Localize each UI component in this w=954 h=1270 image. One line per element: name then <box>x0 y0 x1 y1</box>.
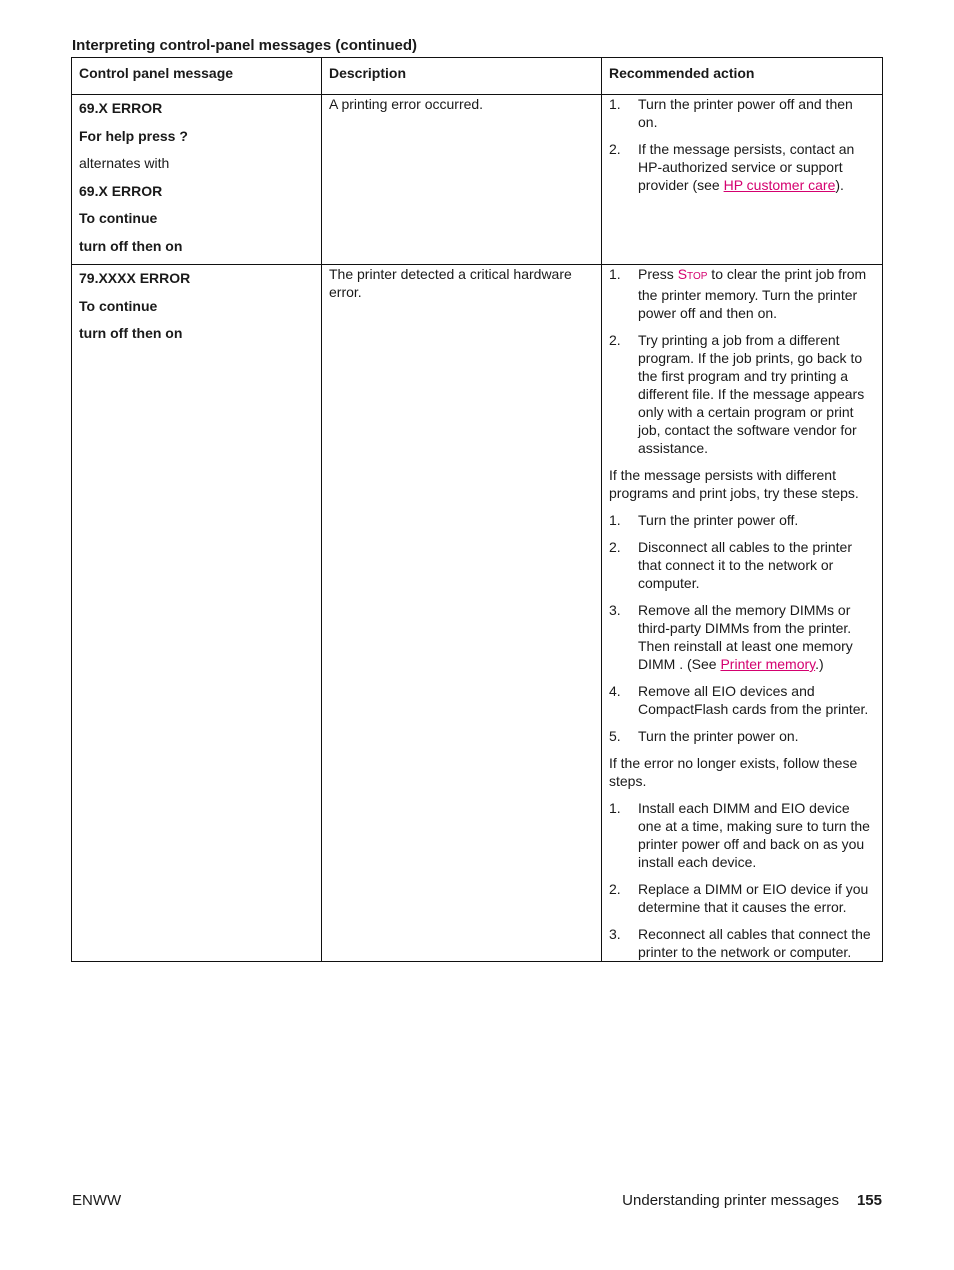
message-line: turn off then on <box>79 237 183 254</box>
action-steps <box>609 265 876 457</box>
description-cell <box>322 265 602 962</box>
message-line: To continue <box>79 210 158 226</box>
step-number: 4. <box>609 683 621 699</box>
table-row <box>72 265 883 962</box>
list-item <box>609 538 876 592</box>
action-steps <box>609 95 876 194</box>
message-line: turn off then on <box>79 325 183 341</box>
step-text: Remove all EIO devices and CompactFlash cards from the printer. <box>638 683 869 717</box>
step-text: Remove all the memory DIMMs or third-party DIMMs from the printer. Then reinstall at least one memory DIMM . (See <box>638 602 853 672</box>
list-item <box>609 880 876 916</box>
list-item <box>609 799 876 871</box>
message-line: For help press ? <box>79 127 188 144</box>
description-text: The printer detected a critical hardware error. <box>329 266 572 300</box>
step-text: Try printing a job from a different program. If the job prints, go back to the first program and try printing a different file. If the message appears only with a certain program or print job, contact the software vendor for assistance. <box>638 332 865 456</box>
action-steps <box>609 799 876 961</box>
message-line: To continue <box>79 297 158 314</box>
description-cell <box>322 95 602 265</box>
footer-enww: ENWW <box>72 1192 122 1209</box>
message-cell <box>72 95 322 265</box>
step-text: Disconnect all cables to the printer that connect it to the network or computer. <box>638 539 852 591</box>
list-item <box>609 265 876 322</box>
step-text: Turn the printer power on. <box>638 728 799 744</box>
list-item <box>609 601 876 673</box>
list-item <box>609 95 876 131</box>
page-number: 155 <box>856 1192 882 1209</box>
list-item <box>609 140 876 194</box>
list-item <box>609 331 876 457</box>
step-number: 3. <box>609 602 621 618</box>
message-cell <box>72 265 322 962</box>
step-text: Replace a DIMM or EIO device if you determine that it causes the error. <box>638 881 869 915</box>
step-text: Reconnect all cables that connect the printer to the network or computer. <box>638 926 871 960</box>
list-item <box>609 511 876 529</box>
step-number: 1. <box>609 96 621 112</box>
footer-section-page <box>622 1192 882 1209</box>
column-header-action: Recommended action <box>602 58 883 95</box>
step-number: 2. <box>609 332 621 348</box>
action-steps <box>609 511 876 745</box>
step-number: 3. <box>609 926 621 942</box>
step-number: 1. <box>609 266 621 282</box>
step-text: Install each DIMM and EIO device one at a time, making sure to turn the printer power off and back on as you install each device. <box>638 800 870 870</box>
step-number: 1. <box>609 800 621 816</box>
step-number: 2. <box>609 539 621 555</box>
message-line: 69.X ERROR <box>79 182 163 199</box>
step-number: 1. <box>609 512 621 528</box>
step-text: Turn the printer power off. <box>638 512 799 528</box>
action-cell <box>602 95 883 265</box>
table-row <box>72 95 883 265</box>
list-item <box>609 925 876 961</box>
step-number: 2. <box>609 881 621 897</box>
step-text: Turn the printer power off and then on. <box>638 96 853 130</box>
list-item <box>609 682 876 718</box>
description-text: A printing error occurred. <box>329 96 484 112</box>
message-line: 79.XXXX ERROR <box>79 270 191 286</box>
stop-key-label: STOP <box>677 266 708 282</box>
step-number: 2. <box>609 141 621 157</box>
instruction-paragraph: If the error no longer exists, follow these steps. <box>609 755 858 789</box>
table-heading: Interpreting control-panel messages (continued) <box>72 37 418 54</box>
step-text: If the message persists, contact an HP-authorized service or support provider (see <box>638 141 855 193</box>
step-text-end: to clear the print job from the printer memory. Turn the printer power off and then on. <box>638 266 867 321</box>
step-text-end: ). <box>835 177 844 193</box>
column-header-description: Description <box>322 58 602 95</box>
hp-customer-care-link[interactable]: HP customer care <box>723 177 836 193</box>
instruction-paragraph: If the message persists with different programs and print jobs, try these steps. <box>609 467 859 501</box>
step-number: 5. <box>609 728 621 744</box>
table-header-row <box>72 58 883 95</box>
action-cell <box>602 265 883 962</box>
step-text-end: .) <box>815 656 824 672</box>
step-text: Press <box>638 266 678 282</box>
control-panel-messages-table <box>71 57 883 962</box>
list-item <box>609 727 876 745</box>
message-line: 69.X ERROR <box>79 100 163 116</box>
column-header-message: Control panel message <box>72 58 322 95</box>
footer-section-title: Understanding printer messages <box>622 1192 839 1209</box>
printer-memory-link[interactable]: Printer memory <box>720 656 816 672</box>
message-line: alternates with <box>79 155 170 171</box>
